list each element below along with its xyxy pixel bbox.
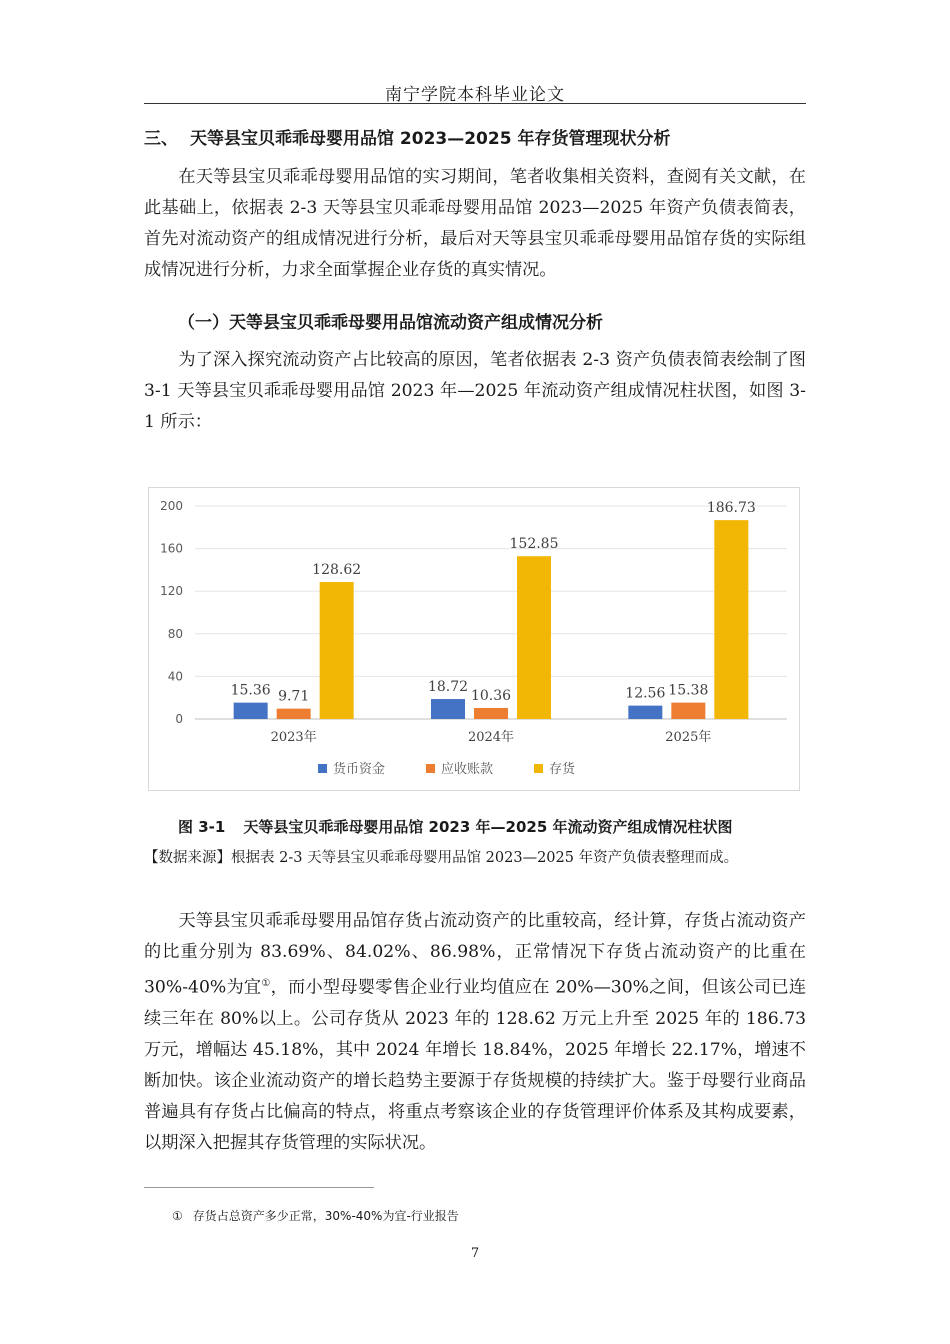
y-tick-label: 40 (167, 669, 183, 684)
bar (277, 709, 311, 719)
analysis-paragraph (144, 906, 806, 1159)
analysis-text-part2: ，而小型母婴零售企业行业均值应在 20%—30%之间，但该公司已连续三年在 80%以上。公司存货从 2023 年的 128.62 万元上升至 2025 年的 186.73 万元，增幅达 45.18%，其中 2024 年增长 18.84%，2025 年增长 22.17%，增速不断加快。该企业流动资产的增长趋势主要源于存货规模的持续扩大。鉴于母婴行业商品普遍具有存货占比偏高的特点，将重点考察该企业的存货管理评价体系及其构成要素，以期深入把握其存货管理的实际状况。 (144, 977, 807, 1153)
bar-chart-svg (149, 488, 799, 790)
intro-paragraph: 在天等县宝贝乖乖母婴用品馆的实习期间，笔者收集相关资料，查阅有关文献，在此基础上，依据表 2-3 天等县宝贝乖乖母婴用品馆 2023—2025 年资产负债表简表，首先对流动资产的组成情况进行分析，最后对天等县宝贝乖乖母婴用品馆存货的实际组成情况进行分析，力求全面掌握企业存货的真实情况。 (144, 167, 806, 280)
data-label: 9.71 (278, 688, 310, 705)
bar (431, 699, 465, 719)
data-label: 186.73 (706, 500, 756, 517)
legend-label: 应收账款 (441, 762, 494, 777)
page-number: 7 (470, 1246, 480, 1261)
data-label: 152.85 (509, 536, 559, 553)
bar-chart (148, 487, 800, 791)
data-label: 12.56 (625, 685, 666, 702)
y-tick-label: 0 (175, 712, 183, 726)
section-title-text: 天等县宝贝乖乖母婴用品馆 2023—2025 年存货管理现状分析 (190, 129, 671, 149)
bar (714, 520, 748, 719)
footnote-text: 存货占总资产多少正常，30%-40%为宜-行业报告 (192, 1209, 459, 1223)
bar (234, 703, 268, 719)
y-tick-label: 160 (160, 541, 183, 556)
legend-swatch (426, 764, 435, 773)
bar (320, 582, 354, 719)
legend-swatch (534, 764, 543, 773)
figure-source-note: 【数据来源】根据表 2-3 天等县宝贝乖乖母婴用品馆 2023—2025 年资产负债表整理而成。 (144, 850, 739, 866)
x-tick-label: 2024年 (467, 730, 515, 745)
x-tick-label: 2023年 (270, 730, 317, 745)
analysis-text-part1: 天等县宝贝乖乖母婴用品馆存货占流动资产的比重较高，经计算，存货占流动资产的比重分别为 83.69%、84.02%、86.98%，正常情况下存货占流动资产的比重在 30%-40%为宜 (144, 911, 806, 998)
data-label: 128.62 (312, 562, 362, 579)
section-number: 三、 (144, 129, 178, 149)
subsection-heading: （一）天等县宝贝乖乖母婴用品馆流动资产组成情况分析 (178, 313, 603, 333)
x-tick-label: 2025年 (665, 730, 712, 745)
y-tick-label: 120 (160, 584, 183, 599)
legend-swatch (318, 764, 327, 773)
figure-number: 图 3-1 (178, 818, 226, 836)
legend-label: 存货 (549, 762, 576, 777)
legend-label: 货币资金 (333, 762, 386, 777)
section-heading (144, 124, 670, 149)
data-label: 15.38 (668, 682, 709, 699)
data-label: 18.72 (427, 679, 469, 696)
data-label: 10.36 (470, 687, 512, 704)
footnote (172, 1207, 459, 1224)
y-tick-label: 80 (167, 626, 183, 641)
footnote-reference[interactable]: ① (261, 978, 271, 989)
figure-caption-text: 天等县宝贝乖乖母婴用品馆 2023 年—2025 年流动资产组成情况柱状图 (243, 818, 733, 836)
figure-caption (178, 816, 733, 837)
header-rule (144, 103, 806, 104)
data-label: 15.36 (230, 682, 271, 699)
bar (517, 556, 551, 719)
bar (628, 706, 662, 719)
footnote-rule (144, 1187, 374, 1188)
bar (474, 708, 508, 719)
y-tick-label: 200 (160, 499, 183, 513)
running-header: 南宁学院本科毕业论文 (385, 85, 565, 105)
chart-intro-paragraph: 为了深入探究流动资产占比较高的原因，笔者依据表 2-3 资产负债表简表绘制了图 3-1 天等县宝贝乖乖母婴用品馆 2023 年—2025 年流动资产组成情况柱状图，如图 3-1 所示： (144, 350, 806, 432)
footnote-mark: ① (172, 1209, 183, 1223)
bar (671, 703, 705, 719)
